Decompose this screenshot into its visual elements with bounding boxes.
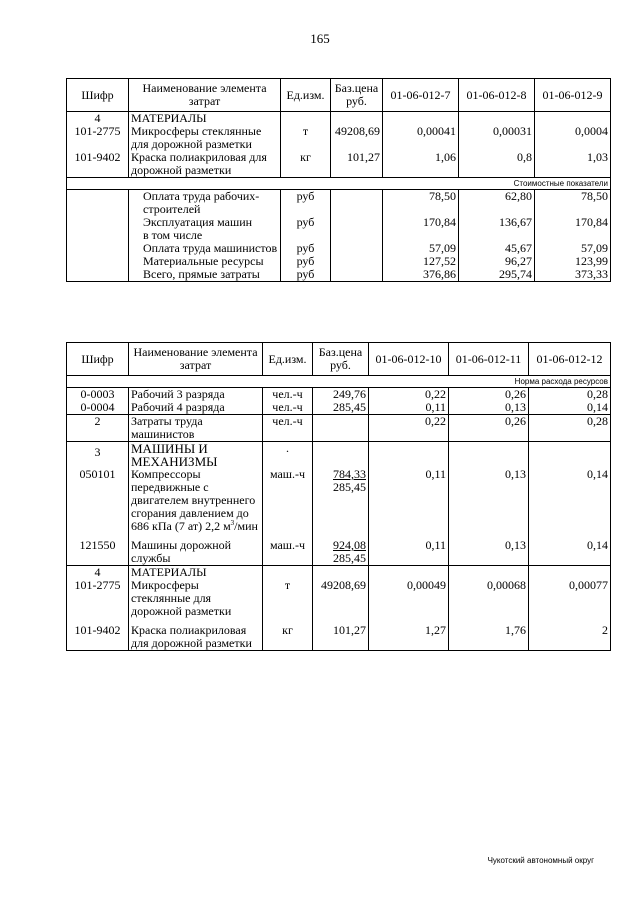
resource-label: Норма расхода ресурсов <box>67 376 611 388</box>
row-code: 101-2775 <box>67 579 129 618</box>
row-value: 0,28 <box>529 388 611 402</box>
table-row <box>67 533 611 566</box>
row-value: 0,26 <box>449 388 529 402</box>
cost-unit: руб <box>281 268 331 282</box>
row-value: 0,22 <box>369 388 449 402</box>
cost-value: 170,84 <box>383 216 459 229</box>
cost-value: 78,50 <box>535 190 611 217</box>
header-col-2: 01-06-012-11 <box>449 343 529 376</box>
row-value: 0,00068 <box>449 579 529 618</box>
cost-value: 57,09 <box>535 242 611 255</box>
row-value: 0,11 <box>369 401 449 415</box>
table-row <box>67 579 611 618</box>
header-unit: Ед.изм. <box>263 343 313 376</box>
table-row <box>67 401 611 415</box>
cost-row <box>67 190 611 217</box>
row-name: Машины дорожной службы <box>129 533 263 566</box>
section-dot: . <box>263 442 313 469</box>
table-row <box>67 468 611 533</box>
row-value: 2 <box>529 618 611 651</box>
cost-name: Оплата труда машинистов <box>129 242 281 255</box>
row-value: 0,14 <box>529 468 611 533</box>
row-value: 1,76 <box>449 618 529 651</box>
row-price: 101,27 <box>331 151 383 178</box>
cost-value: 373,33 <box>535 268 611 282</box>
section-title: МАТЕРИАЛЫ <box>129 566 263 580</box>
row-value: 0,00077 <box>529 579 611 618</box>
table-row <box>67 618 611 651</box>
row-value: 0,13 <box>449 533 529 566</box>
section-row <box>67 442 611 469</box>
row-price: 285,45 <box>313 401 369 415</box>
cost-value: 295,74 <box>459 268 535 282</box>
row-value: 0,00041 <box>383 125 459 151</box>
table-row <box>67 388 611 402</box>
cost-unit: руб <box>281 242 331 255</box>
cost-value: 62,80 <box>459 190 535 217</box>
row-value: 1,27 <box>369 618 449 651</box>
row-unit: маш.-ч <box>263 533 313 566</box>
row-price: 924,08 285,45 <box>313 533 369 566</box>
table-header <box>67 79 611 112</box>
table-header <box>67 343 611 376</box>
section-code: 3 <box>67 442 129 469</box>
row-value: 0,26 <box>449 415 529 442</box>
header-col-3: 01-06-012-9 <box>535 79 611 112</box>
row-price: 49208,69 <box>331 125 383 151</box>
section-code: 4 <box>67 112 129 126</box>
cost-value: 96,27 <box>459 255 535 268</box>
cost-table-1 <box>66 78 611 282</box>
row-code: 050101 <box>67 468 129 533</box>
cost-value: 45,67 <box>459 242 535 255</box>
section-title: МАТЕРИАЛЫ <box>129 112 281 126</box>
header-unit: Ед.изм. <box>281 79 331 112</box>
cost-row <box>67 268 611 282</box>
cost-value: 123,99 <box>535 255 611 268</box>
row-unit: чел.-ч <box>263 415 313 442</box>
cost-section-label: Стоимостные показатели <box>67 178 611 190</box>
row-name: Микросферы стеклянные для дорожной разметки <box>129 579 263 618</box>
header-name: Наименование элемента затрат <box>129 79 281 112</box>
cost-value: 170,84 <box>535 216 611 229</box>
section-row <box>67 566 611 580</box>
header-col-2: 01-06-012-8 <box>459 79 535 112</box>
cost-table-2 <box>66 342 611 651</box>
row-name: Краска полиакриловая для дорожной разметки <box>129 618 263 651</box>
header-code: Шифр <box>67 79 129 112</box>
row-unit: кг <box>281 151 331 178</box>
row-unit: маш.-ч <box>263 468 313 533</box>
header-col-3: 01-06-012-12 <box>529 343 611 376</box>
row-unit: кг <box>263 618 313 651</box>
resource-label-row <box>67 376 611 388</box>
row-value: 0,14 <box>529 401 611 415</box>
page-number: 165 <box>310 31 330 46</box>
header-name: Наименование элемента затрат <box>129 343 263 376</box>
row-code: 101-9402 <box>67 151 129 178</box>
row-value: 1,03 <box>535 151 611 178</box>
row-unit: т <box>281 125 331 151</box>
table-row <box>67 415 611 442</box>
row-unit: т <box>263 579 313 618</box>
cost-name: Оплата труда рабочих-строителей <box>129 190 281 217</box>
row-name: Микросферы стеклянные для дорожной разметки <box>129 125 281 151</box>
row-value: 0,22 <box>369 415 449 442</box>
row-unit: чел.-ч <box>263 401 313 415</box>
row-value: 0,0004 <box>535 125 611 151</box>
row-value: 0,13 <box>449 401 529 415</box>
header-col-1: 01-06-012-7 <box>383 79 459 112</box>
cost-unit: руб <box>281 190 331 217</box>
cost-value: 376,86 <box>383 268 459 282</box>
row-price: 101,27 <box>313 618 369 651</box>
row-code: 0-0003 <box>67 388 129 402</box>
section-code: 4 <box>67 566 129 580</box>
row-price: 49208,69 <box>313 579 369 618</box>
row-value: 1,06 <box>383 151 459 178</box>
table-row <box>67 125 611 151</box>
cost-name: Материальные ресурсы <box>129 255 281 268</box>
cost-name: Всего, прямые затраты <box>129 268 281 282</box>
cost-name: Эксплуатация машин <box>129 216 281 229</box>
header-col-1: 01-06-012-10 <box>369 343 449 376</box>
row-price: 784,33 285,45 <box>313 468 369 533</box>
row-value: 0,14 <box>529 533 611 566</box>
row-code: 2 <box>67 415 129 442</box>
row-code: 121550 <box>67 533 129 566</box>
section-title: МАШИНЫ И МЕХАНИЗМЫ <box>129 442 263 469</box>
row-code: 0-0004 <box>67 401 129 415</box>
cost-name: в том числе <box>129 229 281 242</box>
row-name: Затраты труда машинистов <box>129 415 263 442</box>
row-value: 0,28 <box>529 415 611 442</box>
row-code: 101-9402 <box>67 618 129 651</box>
cost-value: 127,52 <box>383 255 459 268</box>
row-value: 0,8 <box>459 151 535 178</box>
cost-value: 57,09 <box>383 242 459 255</box>
row-value: 0,11 <box>369 468 449 533</box>
row-unit: чел.-ч <box>263 388 313 402</box>
header-code: Шифр <box>67 343 129 376</box>
footer-region: Чукотский автономный округ <box>487 856 594 865</box>
header-price: Баз.цена руб. <box>313 343 369 376</box>
table-row <box>67 151 611 178</box>
cost-unit: руб <box>281 216 331 229</box>
cost-unit: руб <box>281 255 331 268</box>
section-row <box>67 112 611 126</box>
row-code: 101-2775 <box>67 125 129 151</box>
row-name: Компрессоры передвижные с двигателем внутреннего сгорания давлением до 686 кПа (7 ат) 2,2 $м^3$/мин <box>129 468 263 533</box>
row-name: Рабочий 4 разряда <box>129 401 263 415</box>
row-value: 0,00031 <box>459 125 535 151</box>
row-price: 249,76 <box>313 388 369 402</box>
cost-section-label-row <box>67 178 611 190</box>
row-value: 0,13 <box>449 468 529 533</box>
row-name: Рабочий 3 разряда <box>129 388 263 402</box>
row-value: 0,00049 <box>369 579 449 618</box>
cost-value: 136,67 <box>459 216 535 229</box>
row-value: 0,11 <box>369 533 449 566</box>
header-price: Баз.цена руб. <box>331 79 383 112</box>
row-name: Краска полиакриловая для дорожной разметки <box>129 151 281 178</box>
cost-value: 78,50 <box>383 190 459 217</box>
